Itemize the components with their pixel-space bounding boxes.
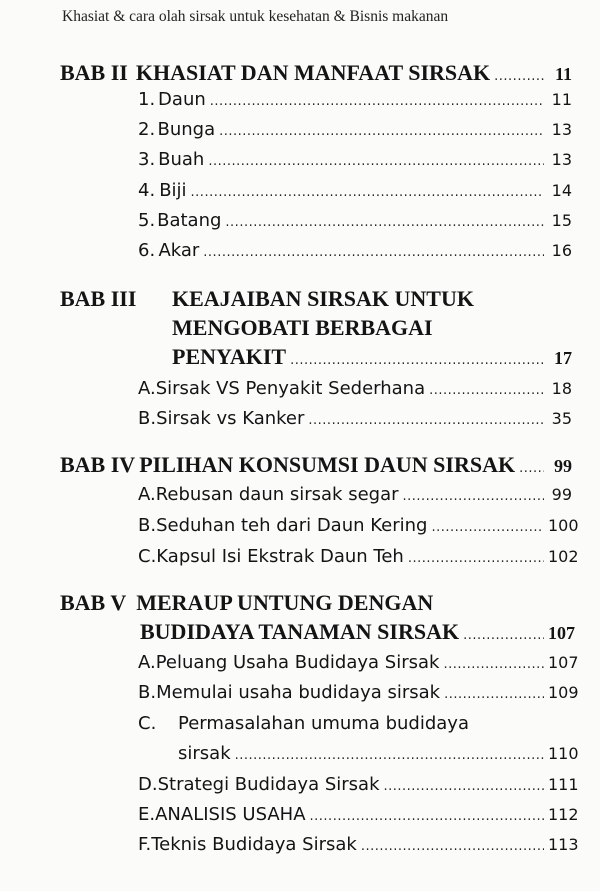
dot-leader [219,124,544,139]
toc-entry [138,378,572,399]
entry-number: D. [138,774,158,795]
chapter-title: PILIHAN KONSUMSI DAUN SIRSAK [139,452,516,477]
chapter-title-line [172,286,474,312]
toc-entry [138,834,579,855]
dot-leader [408,551,544,566]
page-number: 15 [551,211,572,230]
dot-leader [463,628,544,643]
toc-entry [138,713,572,734]
page-number: 11 [554,64,572,84]
chapter-title: PENYAKIT [172,344,287,369]
chapter-heading [60,60,572,86]
entry-number: A. [138,652,156,673]
chapter-number: BAB III [60,286,137,311]
entry-title: ANALISIS USAHA [155,804,306,825]
entry-title: Bunga [157,119,216,140]
page-number: 112 [548,805,579,824]
entry-number: B. [138,682,157,703]
entry-title: Kapsul Isi Ekstrak Daun Teh [156,546,404,567]
entry-number: 4. [138,180,156,201]
entry-number: C. [138,546,157,567]
entry-number: 5. [138,210,156,231]
running-header: Khasiat & cara olah sirsak untuk kesehatan & Bisnis makanan [62,8,449,25]
chapter-title: KEAJAIBAN SIRSAK UNTUK [172,286,474,311]
entry-number: E. [138,804,156,825]
dot-leader [225,215,544,230]
page-number: 110 [548,744,579,763]
entry-title: Peluang Usaha Budidaya Sirsak [155,652,440,673]
page-number: 107 [548,623,575,643]
entry-number: 1. [138,89,156,110]
page-number: 109 [548,683,579,702]
dot-leader [429,383,544,398]
toc-entry [138,149,572,170]
chapter-title-line [140,619,575,645]
dot-leader [210,94,544,109]
dot-leader [361,839,544,854]
toc-entry [138,240,572,261]
page-number: 13 [551,150,572,169]
chapter-title: KHASIAT DAN MANFAAT SIRSAK [135,60,491,85]
dot-leader [403,489,545,504]
entry-title: Memulai usaha budidaya sirsak [156,682,441,703]
chapter-heading [60,590,433,616]
page-number: 102 [548,547,579,566]
page-number: 11 [551,90,572,109]
toc-entry [138,774,579,795]
toc-entry [138,89,572,110]
entry-title: Daun [158,89,206,110]
dot-leader [444,687,544,702]
dot-leader [310,809,544,824]
chapter-title: MERAUP UNTUNG DENGAN [136,590,434,615]
dot-leader [443,657,544,672]
dot-leader [203,245,544,260]
entry-title: Strategi Budidaya Sirsak [157,774,380,795]
chapter-title-line [172,344,572,370]
toc-entry [138,210,572,231]
entry-number: B. [138,515,157,536]
entry-title: Rebusan daun sirsak segar [155,484,399,505]
entry-number: 6. [138,240,156,261]
page-number: 107 [548,653,579,672]
page-number: 18 [551,379,572,398]
entry-number: 2. [138,119,156,140]
entry-number: 3. [138,149,156,170]
page-number: 16 [551,241,572,260]
dot-leader [384,779,545,794]
page-number: 111 [548,775,579,794]
entry-title: Buah [158,149,205,170]
chapter-number: BAB II [60,60,128,85]
entry-title: Akar [158,240,200,261]
page-number: 113 [548,835,579,854]
dot-leader [235,748,544,763]
toc-entry [138,484,572,505]
entry-number: F. [138,834,152,855]
entry-title: sirsak [178,743,231,764]
page-number: 35 [551,409,572,428]
dot-leader [290,353,544,368]
dot-leader [208,154,544,169]
chapter-heading [60,452,572,478]
toc-entry [138,652,579,673]
dot-leader [431,520,544,535]
chapter-title-line [172,315,433,341]
chapter-title: BUDIDAYA TANAMAN SIRSAK [140,619,460,644]
chapter-number-row [60,286,136,312]
entry-title: Teknis Budidaya Sirsak [151,834,357,855]
entry-number: A. [138,484,156,505]
entry-number: A. [138,378,156,399]
toc-entry [138,119,572,140]
chapter-title: MENGOBATI BERBAGAI [172,315,433,340]
toc-entry [138,515,579,536]
dot-leader [519,461,544,476]
entry-number: B. [138,408,157,429]
entry-title: Sirsak VS Penyakit Sederhana [155,378,426,399]
page-number: 99 [554,456,572,476]
entry-title: Batang [157,210,222,231]
page-number: 13 [551,120,572,139]
entry-title: Seduhan teh dari Daun Kering [156,515,428,536]
page-number: 100 [548,516,579,535]
toc-entry [138,408,572,429]
entry-title: Biji [159,180,187,201]
toc-entry [138,804,579,825]
page-number: 14 [551,181,572,200]
chapter-number: BAB V [60,590,127,615]
dot-leader [494,69,544,84]
page-number: 99 [551,485,572,504]
entry-title: Permasalahan umuma budidaya [178,713,469,734]
chapter-number: BAB IV [60,452,136,477]
page-number: 17 [554,348,572,368]
entry-number: C. [138,713,157,734]
dot-leader [191,185,544,200]
entry-title: Sirsak vs Kanker [156,408,305,429]
toc-entry [138,546,579,567]
toc-entry-continuation [178,743,579,764]
dot-leader [308,413,544,428]
toc-entry [138,180,572,201]
toc-entry [138,682,579,703]
